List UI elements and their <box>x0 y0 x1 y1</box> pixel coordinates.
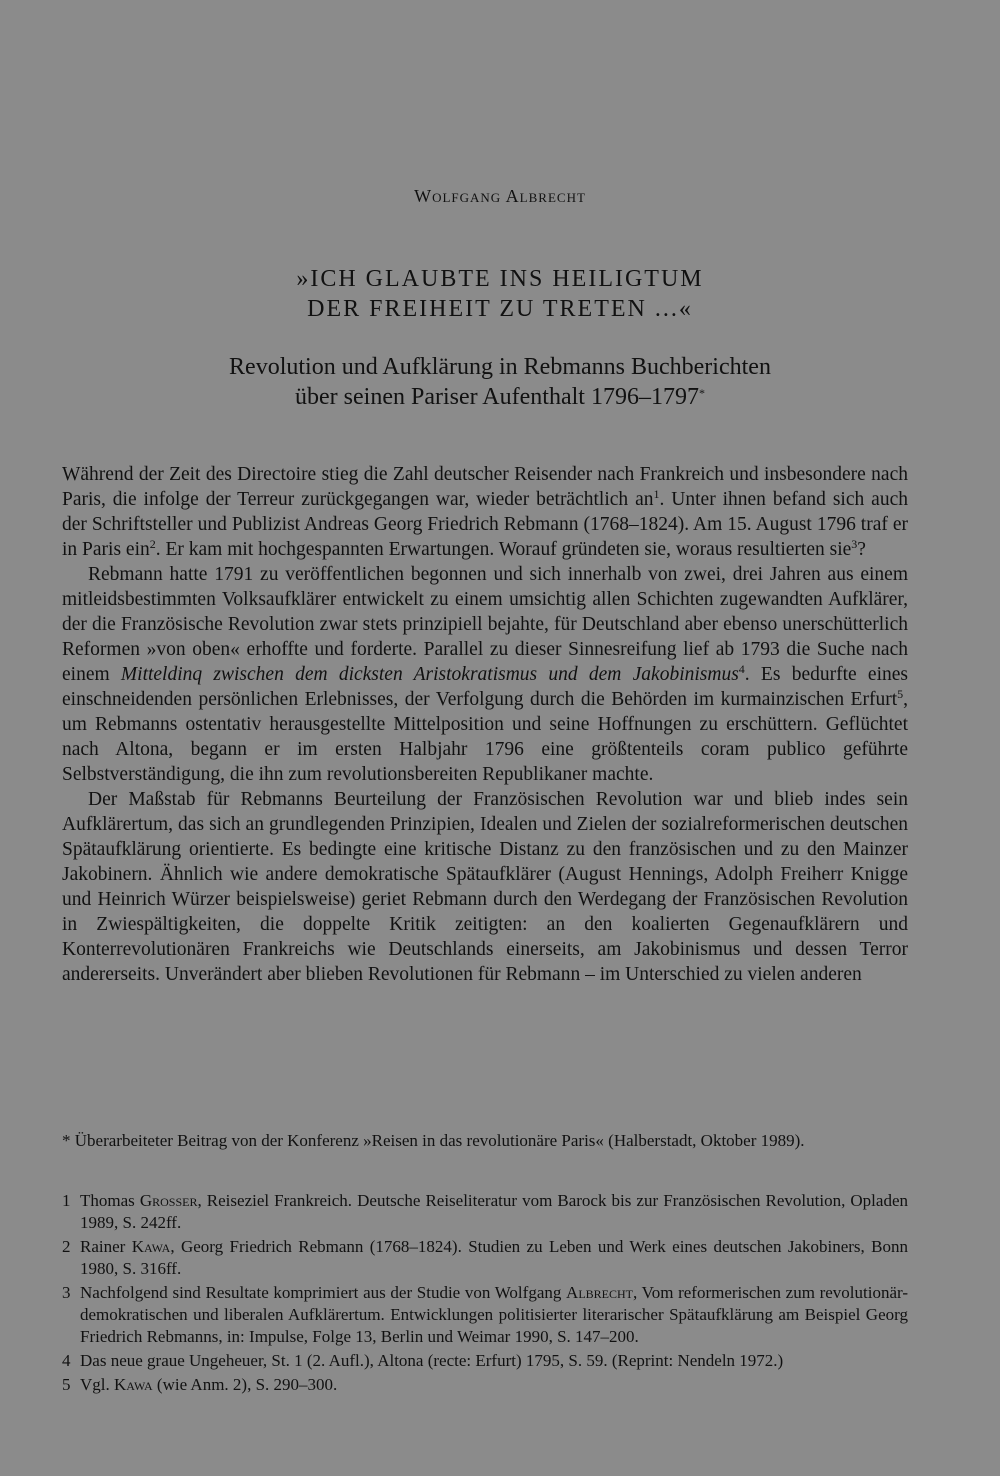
footnote-author: Albrecht <box>566 1283 633 1302</box>
paragraph-2 <box>62 562 908 787</box>
p1-text-b: . Unter ihnen befand sich auch der Schriftsteller und Publizist Andreas Georg Friedrich Rebmann (1768–1824). Am 15. August 1796 traf er in Paris ein <box>62 489 908 560</box>
footnote-4 <box>62 1350 908 1372</box>
footnote-text-pre: Das neue graue Ungeheuer, St. 1 (2. Aufl.), Altona (recte: Erfurt) 1795, S. 59. (Reprint: Nendeln 1972.) <box>80 1351 784 1370</box>
footnote-text-post: , Reiseziel Frankreich. Deutsche Reiseliteratur vom Barock bis zur Französischen Revolution, Opladen 1989, S. 242ff. <box>80 1191 908 1232</box>
p2-text-b: . Es bedurfte eines einschneidenden persönlichen Erlebnisses, der Verfolgung durch die Behörden im kurmainzischen Erfurt <box>62 664 908 710</box>
article-title <box>0 264 1000 324</box>
footnote-author: Grosser <box>139 1191 198 1210</box>
paragraph-3: Der Maßstab für Rebmanns Beurteilung der Französischen Revolution war und blieb indes sein Aufklärertum, das sich an grundlegenden Prinzipien, Idealen und Zielen der sozialreformerischen deutschen Spätaufklärung orientierte. Es bedingte eine kritische Distanz zu den französischen und zu den Mainzer Jakobinern. Ähnlich wie andere demokratische Spätaufklärer (August Hennings, Adolph Freiherr Knigge und Heinrich Würzer beispielsweise) geriet Rebmann durch den Werdegang der Französischen Revolution in Zwiespältigkeiten, die doppelte Kritik zeitigten: an den koalierten Gegenaufklärern und Konterrevolutionären Frankreichs wie Deutschlands einerseits, am Jakobinismus und dessen Terror andererseits. Unverändert aber blieben Revolutionen für Rebmann – im Unterschied zu vielen anderen <box>62 789 908 985</box>
p2-text-c: , um Rebmanns ostentativ herausgestellte Mittelposition und seine Hoffnungen zu erschüttern. Geflüchtet nach Altona, begann er im ersten Halbjahr 1796 eine größtenteils coram publico geführte Selbstverständigung, die ihn zum revolutionsbereiten Republikaner machte. <box>62 689 908 785</box>
subtitle-line-2-text: über seinen Pariser Aufenthalt 1796–1797 <box>295 384 699 410</box>
footnote-number: 5 <box>62 1375 71 1394</box>
subtitle-line-1: Revolution und Aufklärung in Rebmanns Buchberichten <box>229 354 771 380</box>
article-subtitle <box>0 352 1000 412</box>
subtitle-footnote-marker: * <box>698 386 705 400</box>
p1-text-c: . Er kam mit hochgespannten Erwartungen. Worauf gründeten sie, woraus resultierten sie <box>155 539 852 560</box>
footnote-author: Kawa <box>131 1237 171 1256</box>
footnote-ref-1: 1 <box>653 487 660 501</box>
footnote-5 <box>62 1374 908 1396</box>
footnote-text-post: (wie Anm. 2), S. 290–300. <box>152 1375 338 1394</box>
footnote-text <box>80 1374 908 1396</box>
footnote-number: 4 <box>62 1351 71 1370</box>
footnote-ref-2: 2 <box>149 537 156 551</box>
author-name: Wolfgang Albrecht <box>414 186 586 206</box>
footnote-ref-5: 5 <box>897 687 904 701</box>
footnote-text-pre: Thomas <box>80 1191 140 1210</box>
p1-text-a: Während der Zeit des Directoire stieg die Zahl deutscher Reisender nach Frankreich und insbesondere nach Paris, die infolge der Terreur zurückgegangen war, wieder beträchtlich an <box>62 464 908 510</box>
footnote-text <box>80 1282 908 1348</box>
footnote-star: * Überarbeiteter Beitrag von der Konferenz »Reisen in das revolutionäre Paris« (Halberstadt, Oktober 1989). <box>62 1131 805 1150</box>
footnote-text-pre: Vgl. <box>80 1375 114 1394</box>
footnote-ref-3: 3 <box>851 537 858 551</box>
footnote-text-pre: Nachfolgend sind Resultate komprimiert aus der Studie von Wolfgang <box>80 1283 567 1302</box>
footnote-text-post: , Vom reformerischen zum revolutionär-demokratischen und liberalen Aufklärertum. Entwicklungen politisierter literarischer Spätaufklärung am Beispiel Georg Friedrich Rebmanns, in: Impulse, Folge 13, Berlin und Weimar 1990, S. 147–200. <box>80 1283 908 1346</box>
footnote-number: 3 <box>62 1283 71 1302</box>
body-text <box>62 462 908 987</box>
footnote-text-pre: Rainer <box>80 1237 132 1256</box>
title-line-1: »ICH GLAUBTE INS HEILIGTUM <box>296 266 704 292</box>
footnote-ref-4: 4 <box>738 662 745 676</box>
footnote-text <box>80 1236 908 1280</box>
p1-text-d: ? <box>857 539 866 560</box>
footnote-text <box>80 1350 908 1372</box>
footnote-1 <box>62 1190 908 1234</box>
footnote-author: Kawa <box>114 1375 153 1394</box>
footnotes-list <box>62 1190 908 1398</box>
footnote-3 <box>62 1282 908 1348</box>
title-line-2: DER FREIHEIT ZU TRETEN ...« <box>307 296 693 322</box>
paragraph-1 <box>62 462 908 562</box>
footnote-text-post: , Georg Friedrich Rebmann (1768–1824). Studien zu Leben und Werk eines deutschen Jakobiners, Bonn 1980, S. 316ff. <box>80 1237 908 1278</box>
p2-text-a: Rebmann hatte 1791 zu veröffentlichen begonnen und sich innerhalb von zwei, drei Jahren aus einem mitleidsbestimmten Volksaufklärer entwickelt zu einem umsichtig allen Schichten zugewandten Aufklärer, der die Französische Revolution zwar stets prinzipiell bejahte, für Deutschland aber ebenso unerschütterlich Reformen »von oben« erhoffte und forderte. Parallel zu dieser Sinnesreifung lief ab 1793 die Suche nach einem <box>62 564 908 685</box>
footnote-number: 2 <box>62 1237 71 1256</box>
subtitle-line-2 <box>0 382 1000 412</box>
footnote-number: 1 <box>62 1191 71 1210</box>
p2-italic-quote: Mitteldinq zwischen dem dicksten Aristokratismus und dem Jakobinismus <box>120 664 739 685</box>
footnote-2 <box>62 1236 908 1280</box>
footnote-text <box>80 1190 908 1234</box>
